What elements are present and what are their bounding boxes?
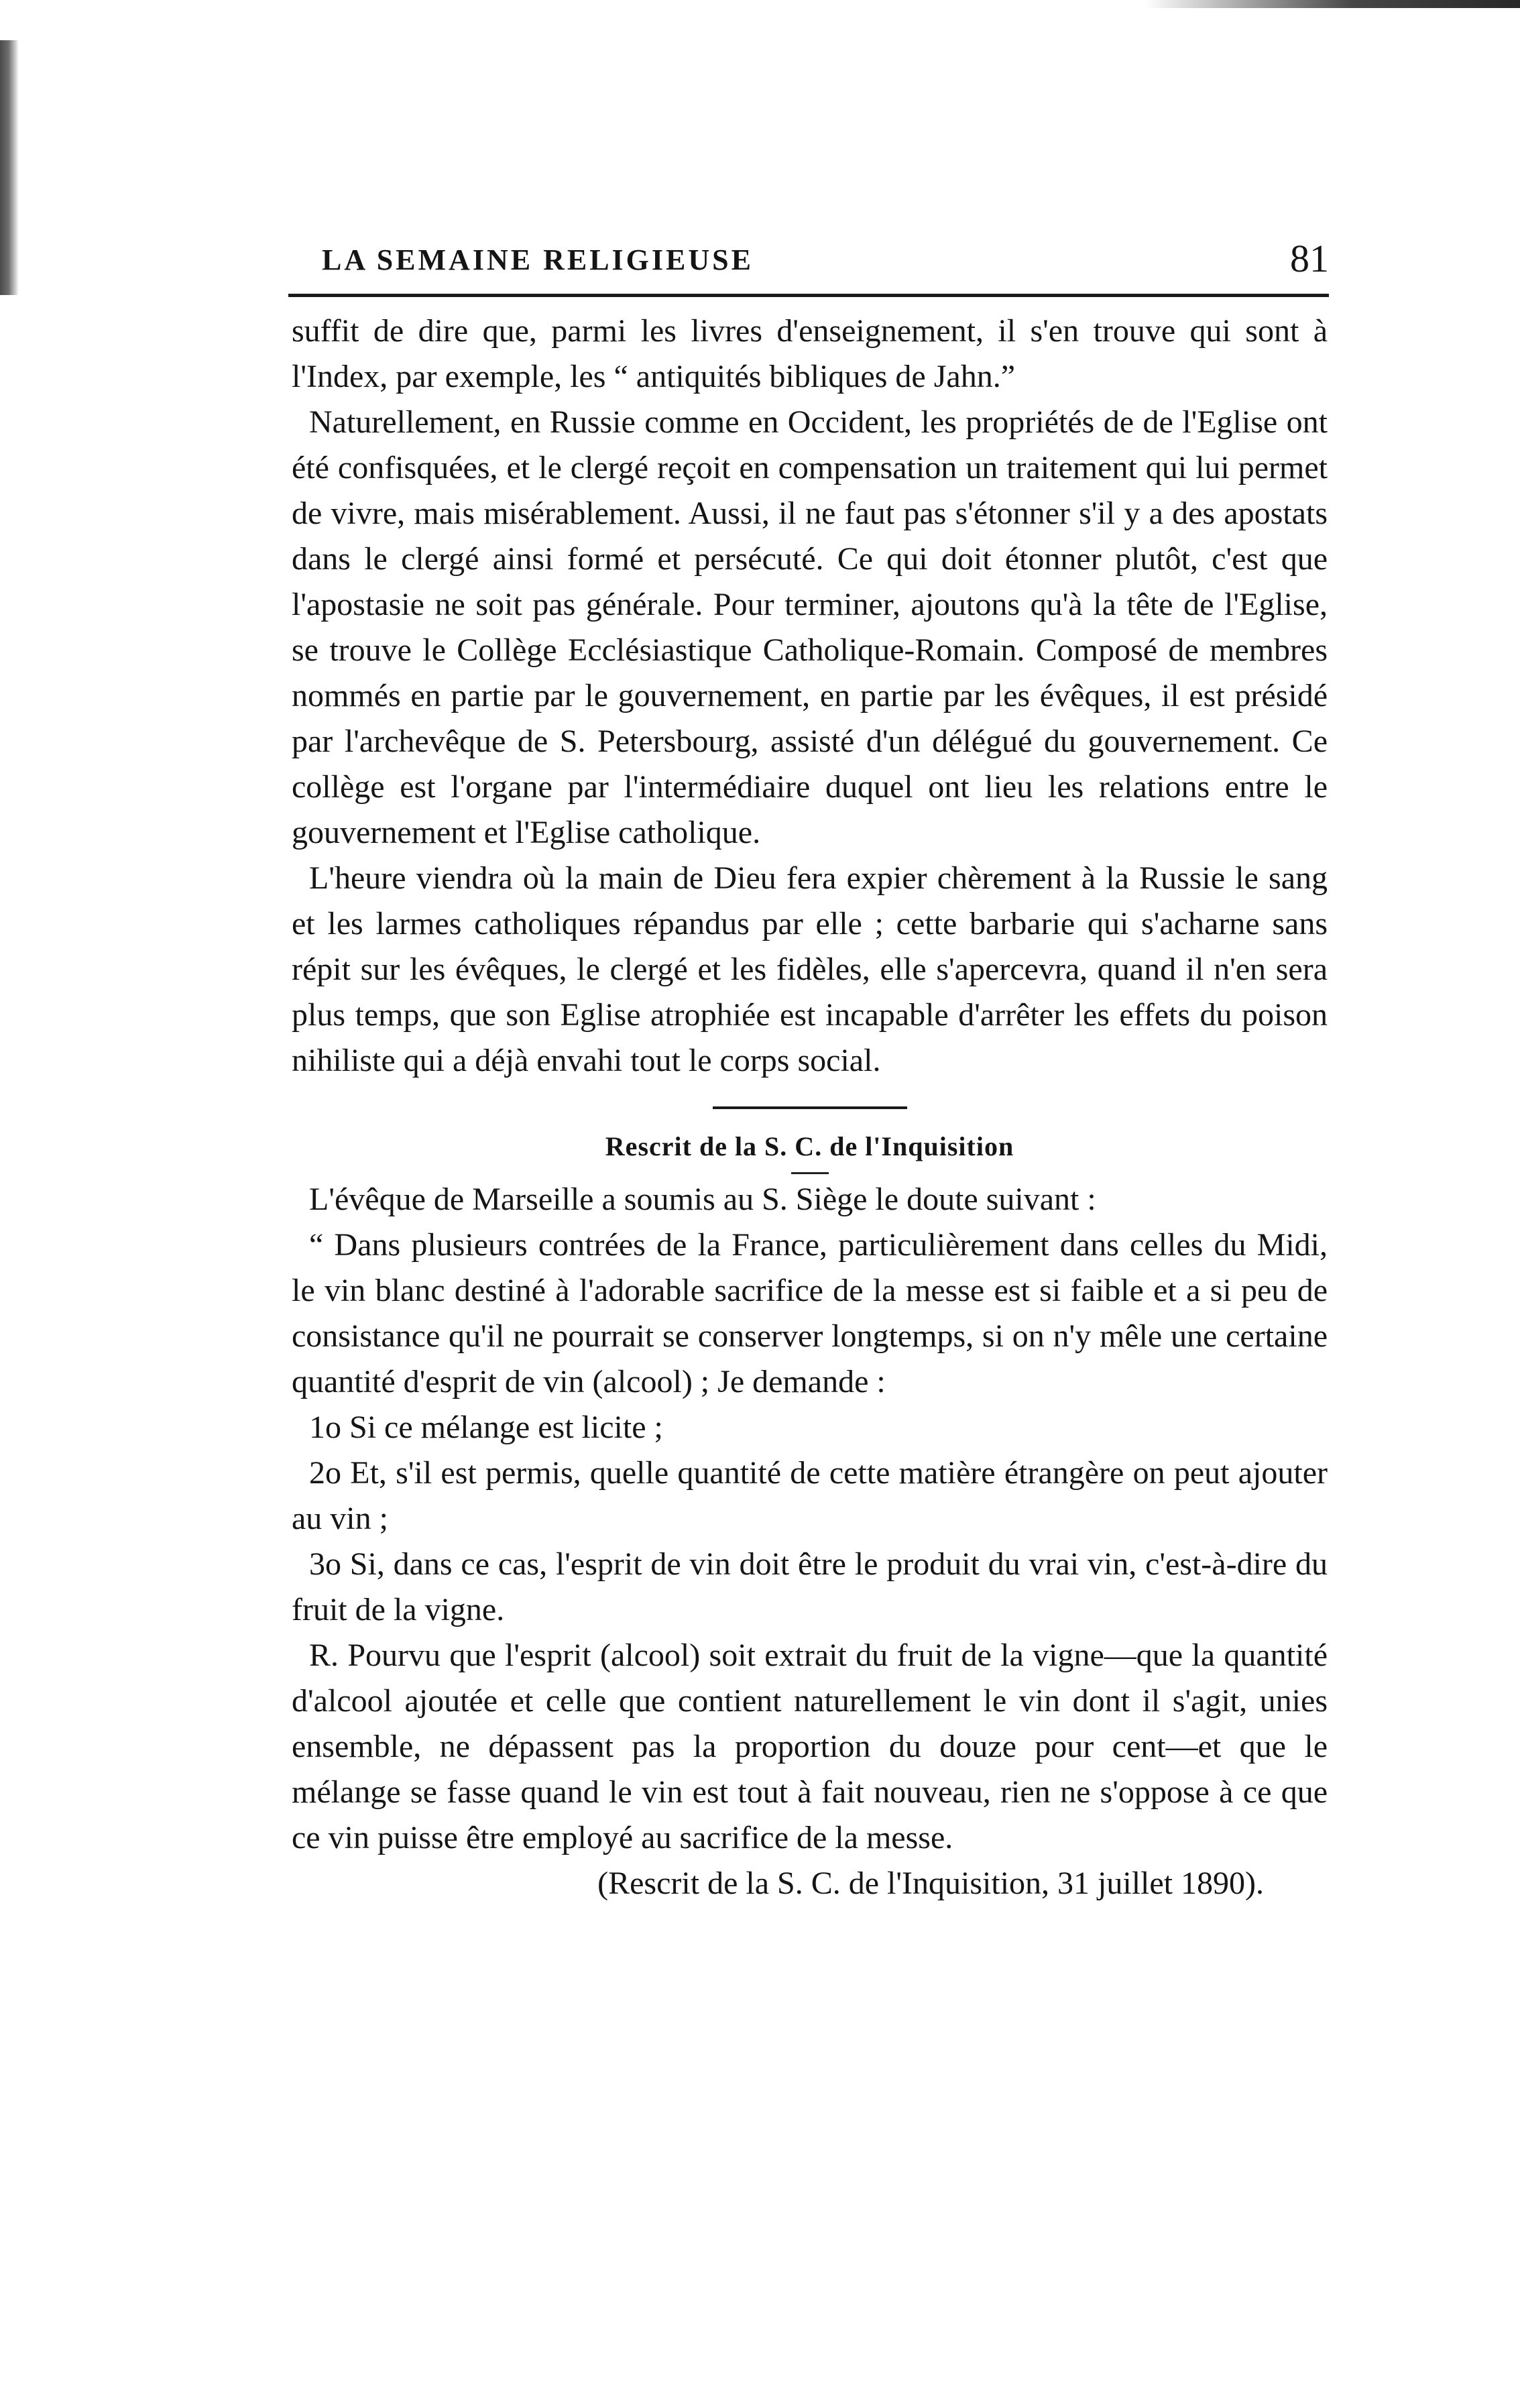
rescript-question: 3o Si, dans ce cas, l'esprit de vin doit être le produit du vrai vin, c'est-à-dire du fruit de la vigne. <box>292 1546 1328 1627</box>
rescript-question: 1o Si ce mélange est licite ; <box>309 1410 663 1445</box>
body-paragraph: L'heure viendra où la main de Dieu fera expier chèrement à la Russie le sang et les larmes catholiques répandus par elle ; cette barbarie qui s'acharne sans répit sur les évêques, le clergé et les fidèles, elle s'apercevra, quand il n'en sera plus temps, que son Eglise atrophiée est incapable d'arrêter les effets du poison nihiliste qui a déjà envahi tout le corps social. <box>292 860 1328 1078</box>
rescript-paragraph: “ Dans plusieurs contrées de la France, particulièrement dans celles du Midi, le vin blanc destiné à l'adorable sacrifice de la messe est si faible et a si peu de consistance qu'il ne pourrait se conserver longtemps, si on n'y mêle une certaine quantité d'esprit de vin (alcool) ; Je demande : <box>292 1227 1328 1399</box>
running-head: LA SEMAINE RELIGIEUSE <box>322 243 754 276</box>
rescript-signature: (Rescrit de la S. C. de l'Inquisition, 31 juillet 1890). <box>597 1866 1264 1901</box>
body-paragraph: suffit de dire que, parmi les livres d'enseignement, il s'en trouve qui sont à l'Index, par exemple, les “ antiquités bibliques de Jahn.” <box>292 313 1328 394</box>
page-number: 81 <box>1290 237 1329 280</box>
rescript-question: 2o Et, s'il est permis, quelle quantité de cette matière étrangère on peut ajouter au vin ; <box>292 1455 1328 1536</box>
page-body <box>292 308 1328 1906</box>
section-divider <box>713 1106 907 1109</box>
rescript-paragraph: L'évêque de Marseille a soumis au S. Siège le doute suivant : <box>309 1182 1096 1217</box>
header-rule <box>288 294 1329 297</box>
title-dash <box>791 1172 829 1174</box>
section-title: Rescrit de la S. C. de l'Inquisition <box>605 1131 1014 1161</box>
scan-binding-edge <box>0 40 19 295</box>
scan-top-edge <box>1145 0 1520 8</box>
rescript-answer: R. Pourvu que l'esprit (alcool) soit extrait du fruit de la vigne—que la quantité d'alcool ajoutée et celle que contient naturellement le vin dont il s'agit, unies ensemble, ne dépassent pas la proportion du douze pour cent—et que le mélange se fasse quand le vin est tout à fait nouveau, rien ne s'oppose à ce que ce vin puisse être employé au sacrifice de la messe. <box>292 1638 1328 1855</box>
body-paragraph: Naturellement, en Russie comme en Occident, les propriétés de de l'Eglise ont été confisquées, et le clergé reçoit en compensation un traitement qui lui permet de vivre, mais misérablement. Aussi, il ne faut pas s'étonner s'il y a des apostats dans le clergé ainsi formé et persécuté. Ce qui doit étonner plutôt, c'est que l'apostasie ne soit pas générale. Pour terminer, ajoutons qu'à la tête de l'Eglise, se trouve le Collège Ecclésiastique Catholique-Romain. Composé de membres nommés en partie par le gouvernement, en partie par les évêques, il est présidé par l'archevêque de S. Petersbourg, assisté d'un délégué du gouvernement. Ce collège est l'organe par l'intermédiaire duquel ont lieu les relations entre le gouvernement et l'Eglise catholique. <box>292 404 1328 850</box>
